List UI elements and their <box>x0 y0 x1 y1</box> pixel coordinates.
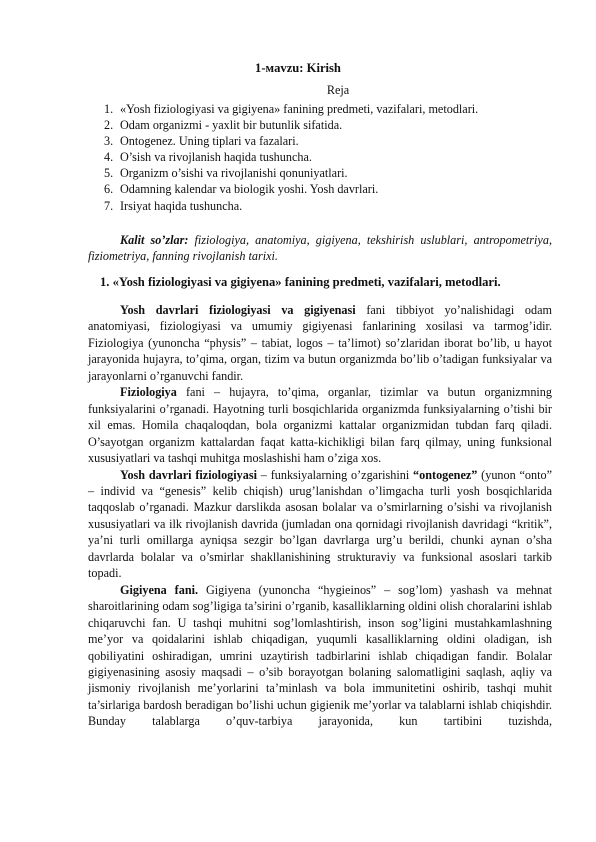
plan-item-text: Odamning kalendar va biologik yoshi. Yosh davrlari. <box>120 182 379 197</box>
plan-item-text: O’sish va rivojlanish haqida tushuncha. <box>120 150 312 165</box>
paragraph-text: (yunon “onto” – individ va “genesis” kelib chiqish) urug’lanishdan o’limgacha turli yosh bosqichlarida taqqoslab o’rganadi. Mazkur darslikda asosan bolalar va o’smirlarning o’sishi va rivojlanish xususiyatlari va ilk rivojlanish davrida (jumladan ona qornidagi rivojlanish davridagi “kritik”, ya’ni turli omillarga ayniqsa sezgir bo’lgan davrlarga urg’u berildi, chunki aynan o’sha davrlarda bolalar va o’smirlar shakllanishining strukturaviy va funksional asoslari tarkib topadi. <box>88 467 553 581</box>
plan-item-number: 1. <box>104 102 114 116</box>
plan-item-number: 2. <box>104 118 114 133</box>
plan-item-text: Odam organizmi - yaxlit bir butunlik sifatida. <box>120 118 343 133</box>
page-title: 1-мavzu: Kirish <box>255 61 341 75</box>
plan-item-number: 3. <box>104 134 114 149</box>
paragraph-lead: Fiziologiya <box>120 385 177 400</box>
paragraph <box>88 467 552 582</box>
plan-item-number: 5. <box>104 166 114 181</box>
paragraph <box>88 582 552 730</box>
plan-item-text: Irsiyat haqida tushuncha. <box>120 198 243 213</box>
body-text <box>88 302 552 730</box>
plan-item <box>104 101 478 117</box>
keywords-text: fiziologiya, anatomiya, gigiyena, tekshirish uslublari, antropometriya, fiziometriya, fanning rivojlanish tarixi. <box>88 233 552 264</box>
section-heading: 1. «Yosh fiziologiyasi va gigiyena» fanining predmeti, vazifalari, metodlari. <box>100 275 501 289</box>
plan-item <box>104 181 478 197</box>
plan-item-number: 4. <box>104 150 114 165</box>
plan-item-text: Organizm o’sishi va rivojlanishi qonuniyatlari. <box>120 166 348 181</box>
plan-item <box>104 149 478 165</box>
plan-item-number: 7. <box>104 198 114 213</box>
plan-item <box>104 165 478 181</box>
plan-item <box>104 133 478 149</box>
paragraph-lead: Gigiyena fani. <box>120 582 199 597</box>
paragraph <box>88 384 552 466</box>
paragraph-text: Gigiyena (yunoncha “hygieinos” – sog’lom) yashash va mehnat sharoitlarining odam sog’ligiga ta’sirini o’rganib, kasalliklarning oldini olish choralarini ishlab chiqaruvchi fan. U tashqi muhitni sog’lomlashtirish, inson sog’ligini mustahkamlashning me’yor va qoidalarini ishlab chiqadigan, yuqumli kasalliklarning oldini oladigan, ish qobiliyatini oshiradigan, umrini uzaytirish tadbirlarini ishlab chiqadigan fandir. Bolalar gigiyenasining asosiy maqsadi – o’sib borayotgan bolaning salomatligini saqlash, aqliy va jismoniy rivojlanish me’yorlarini ta’minlash va bola immunitetini oshirib, tashqi muhit ta’sirlariga bardosh beradigan bo’lishi uchun gigienik me’yorlar va talablarni ishlab chiqishdir. Bunday talablarga o’quv-tarbiya jarayonida, kun tartibini tuzishda, <box>88 582 552 729</box>
keywords-label: Kalit so’zlar: <box>120 233 189 247</box>
paragraph-lead: Yosh davrlari fiziologiyasi <box>120 467 257 482</box>
paragraph-text: – funksiyalarning o’zgarishini <box>256 467 414 482</box>
plan-item-number: 6. <box>104 182 114 197</box>
plan-item <box>104 117 478 133</box>
paragraph-text: fani tibbiyot yo’nalishidagi odam anatomiyasi, fiziologiyasi va umumiy gigiyenasi fanlarining xosilasi va tarmog’idir. Fiziologiya (yunoncha “physis” – tabiat, logos – ta’limot) so’zlaridan iborat bo’lib, u hayot jarayonida hujayra, to’qima, organ, tizim va butun organizmda bo’lib o’tadigan funksiyalar va jarayonlarni o’rganuvchi fandir. <box>88 303 552 383</box>
paragraph-term: “ontogenez” <box>413 467 478 482</box>
plan-item-text: «Yosh fiziologiyasi va gigiyena» fanining predmeti, vazifalari, metodlari. <box>120 102 479 116</box>
paragraph-lead: Yosh davrlari fiziologiyasi va gigiyenasi <box>120 303 356 317</box>
plan-item <box>104 198 478 214</box>
paragraph <box>88 302 552 384</box>
paragraph-text: fani – hujayra, to’qima, organlar, tizimlar va butun organizmning funksiyalarini o’rganadi. Hayotning turli bosqichlarida organizmda funksiyalarning o’tishi bir xil emas. Homila chaqaloqdan, bola organizmi kattalar organizmidan tubdan farq qiladi. O’sayotgan organizm kattalardan faqat katta-kichikligi bilan farq qilmay, uning funksional xususiyatlari va tashqi muhitga moslashishi ham o’ziga xos. <box>88 385 552 466</box>
plan-heading: Reja <box>326 83 350 97</box>
plan-item-text: Ontogenez. Uning tiplari va fazalari. <box>120 134 299 149</box>
plan-list <box>104 101 478 214</box>
keywords-block <box>88 232 552 265</box>
